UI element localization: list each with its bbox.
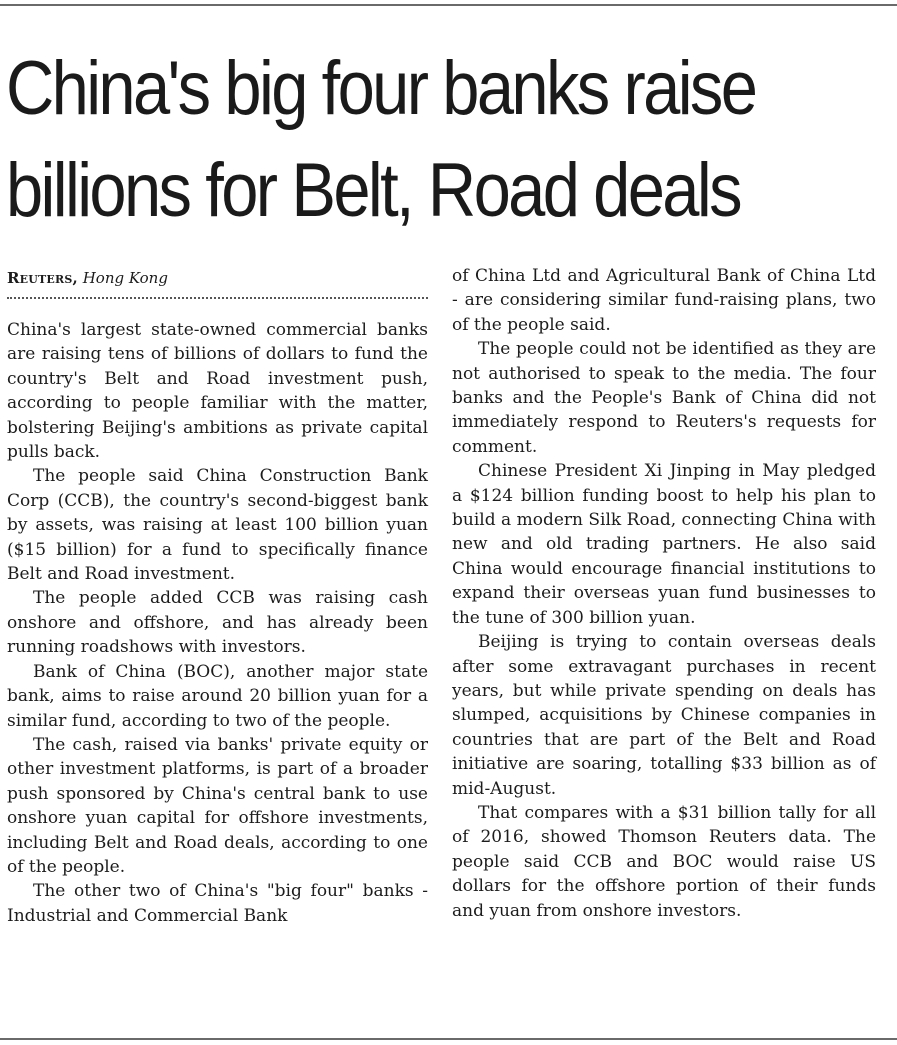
paragraph: Chinese President Xi Jinping in May pledged a $124 billion funding boost to help his plan to build a modern Silk Road, connecting China with new and old trading partners. He also said China would encourage financial institutions to expand their overseas yuan fund businesses to the tune of 300 billion yuan. — [452, 461, 876, 628]
bottom-rule — [0, 1038, 897, 1040]
headline-line-2: billions for Belt, Road deals — [6, 148, 740, 233]
paragraph: The cash, raised via banks' private equity or other investment platforms, is part of a broader push sponsored by China's central bank to use onshore yuan capital for offshore investments, including Belt and Road deals, according to one of the people. — [7, 734, 428, 877]
dotted-divider — [7, 297, 428, 299]
paragraph: That compares with a $31 billion tally for all of 2016, showed Thomson Reuters data. The people said CCB and BOC would raise US dollars for the offshore portion of their funds and yuan from onshore investors. — [452, 802, 876, 921]
headline-line-1: China's big four banks raise — [6, 46, 756, 131]
byline-agency: Reuters, — [7, 269, 78, 287]
paragraph: Beijing is trying to contain overseas deals after some extravagant purchases in recent years, but while private spending on deals has slumped, acquisitions by Chinese companies in countries that are part of the Belt and Road initiative are soaring, totalling $33 billion as of mid-August. — [452, 632, 876, 799]
paragraph: Bank of China (BOC), another major state bank, aims to raise around 20 billion yuan for a similar fund, according to two of the people. — [7, 661, 428, 731]
top-rule — [0, 4, 897, 6]
paragraph: The people added CCB was raising cash onshore and offshore, and has already been running roadshows with investors. — [7, 588, 428, 658]
paragraph: The other two of China's "big four" banks - Industrial and Commercial Bank — [7, 881, 428, 926]
article-column-left — [7, 318, 428, 928]
paragraph: The people could not be identified as they are not authorised to speak to the media. The four banks and the People's Bank of China did not immediately respond to Reuters's requests for comment. — [452, 339, 876, 457]
paragraph: China's largest state-owned commercial banks are raising tens of billions of dollars to fund the country's Belt and Road investment push, according to people familiar with the matter, bolstering Beijing's ambitions as private capital pulls back. — [7, 320, 428, 463]
byline — [7, 268, 168, 288]
paragraph: of China Ltd and Agricultural Bank of China Ltd - are considering similar fund-raising plans, two of the people said. — [452, 266, 876, 335]
paragraph: The people said China Construction Bank Corp (CCB), the country's second-biggest bank by assets, was raising at least 100 billion yuan ($15 billion) for a fund to specifically finance Belt and Road investment. — [7, 466, 428, 585]
headline — [6, 38, 786, 242]
article-column-right — [452, 264, 876, 923]
byline-location: Hong Kong — [82, 269, 168, 287]
